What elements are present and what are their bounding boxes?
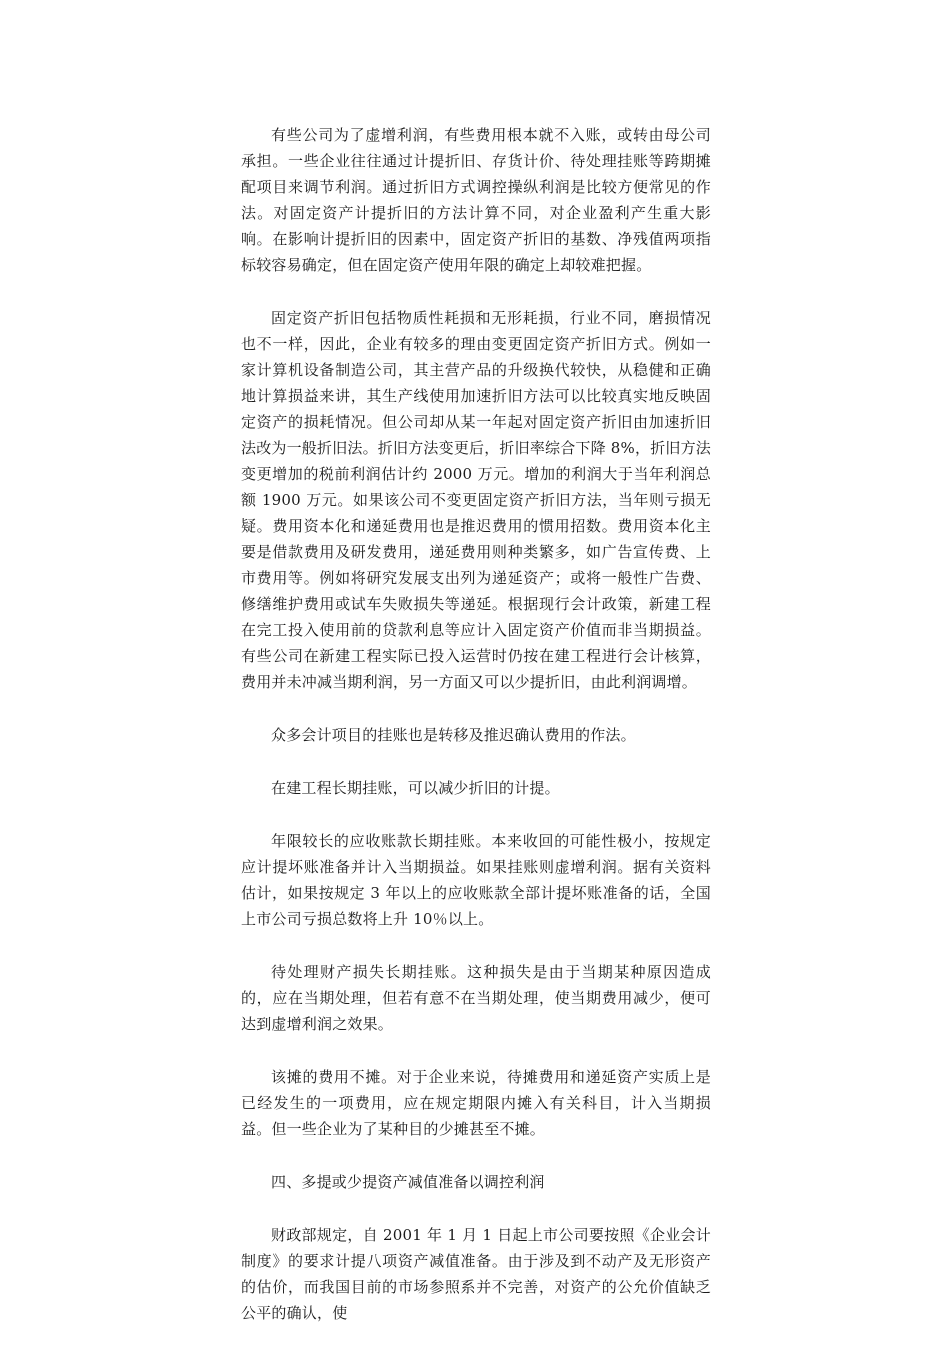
paragraph-impairment-provisions: 财政部规定，自 2001 年 1 月 1 日起上市公司要按照《企业会计制度》的要求计提八项资产减值准备。由于涉及到不动产及无形资产的估价，而我国目前的市场参照系并不完善，对资产的公允价值缺乏公平的确认，使	[241, 1226, 711, 1322]
paragraph-pending-losses: 待处理财产损失长期挂账。这种损失是由于当期某种原因造成的，应在当期处理，但若有意不在当期处理，使当期费用减少，便可达到虚增利润之效果。	[241, 963, 711, 1033]
section-heading: 四、多提或少提资产减值准备以调控利润	[271, 1173, 545, 1191]
paragraph-depreciation: 固定资产折旧包括物质性耗损和无形耗损，行业不同，磨损情况也不一样，因此，企业有较多的理由变更固定资产折旧方式。例如一家计算机设备制造公司，其主营产品的升级换代较快，从稳健和正确地计算损益来讲，其生产线使用加速折旧方法可以比较真实地反映固定资产的损耗情况。但公司却从某一年起对固定资产折旧由加速折旧法改为一般折旧法。折旧方法变更后，折旧率综合下降 8%，折旧方法变更增加的税前利润估计约 2000 万元。增加的利润大于当年利润总额 1900 万元。如果该公司不变更固定资产折旧方法，当年则亏损无疑。费用资本化和递延费用也是推迟费用的惯用招数。费用资本化主要是借款费用及研发费用，递延费用则种类繁多，如广告宣传费、上市费用等。例如将研究发展支出列为递延资产；或将一般性广告费、修缮维护费用或试车失败损失等递延。根据现行会计政策，新建工程在完工投入使用前的贷款利息等应计入固定资产价值而非当期损益。有些公司在新建工程实际已投入运营时仍按在建工程进行会计核算，费用并未冲减当期利润，另一方面又可以少提折旧，由此利润调增。	[241, 309, 711, 691]
paragraph-construction-in-progress: 在建工程长期挂账，可以减少折旧的计提。	[271, 779, 560, 797]
paragraph-profit-inflation: 有些公司为了虚增利润，有些费用根本就不入账，或转由母公司承担。一些企业往往通过计提折旧、存货计价、待处理挂账等跨期摊配项目来调节利润。通过折旧方式调控操纵利润是比较方便常见的作法。对固定资产计提折旧的方法计算不同，对企业盈利产生重大影响。在影响计提折旧的因素中，固定资产折旧的基数、净残值两项指标较容易确定，但在固定资产使用年限的确定上却较难把握。	[241, 126, 711, 274]
paragraph-unamortized-expenses: 该摊的费用不摊。对于企业来说，待摊费用和递延资产实质上是已经发生的一项费用，应在规定期限内摊入有关科目，计入当期损益。但一些企业为了某种目的少摊甚至不摊。	[241, 1068, 711, 1138]
paragraph-suspense-accounts: 众多会计项目的挂账也是转移及推迟确认费用的作法。	[271, 726, 636, 744]
document-body	[241, 122, 711, 1353]
paragraph-receivables: 年限较长的应收账款长期挂账。本来收回的可能性极小，按规定应计提坏账准备并计入当期损益。如果挂账则虚增利润。据有关资料估计，如果按规定 3 年以上的应收账款全部计提坏账准备的话，全国上市公司亏损总数将上升 10％以上。	[241, 832, 711, 928]
